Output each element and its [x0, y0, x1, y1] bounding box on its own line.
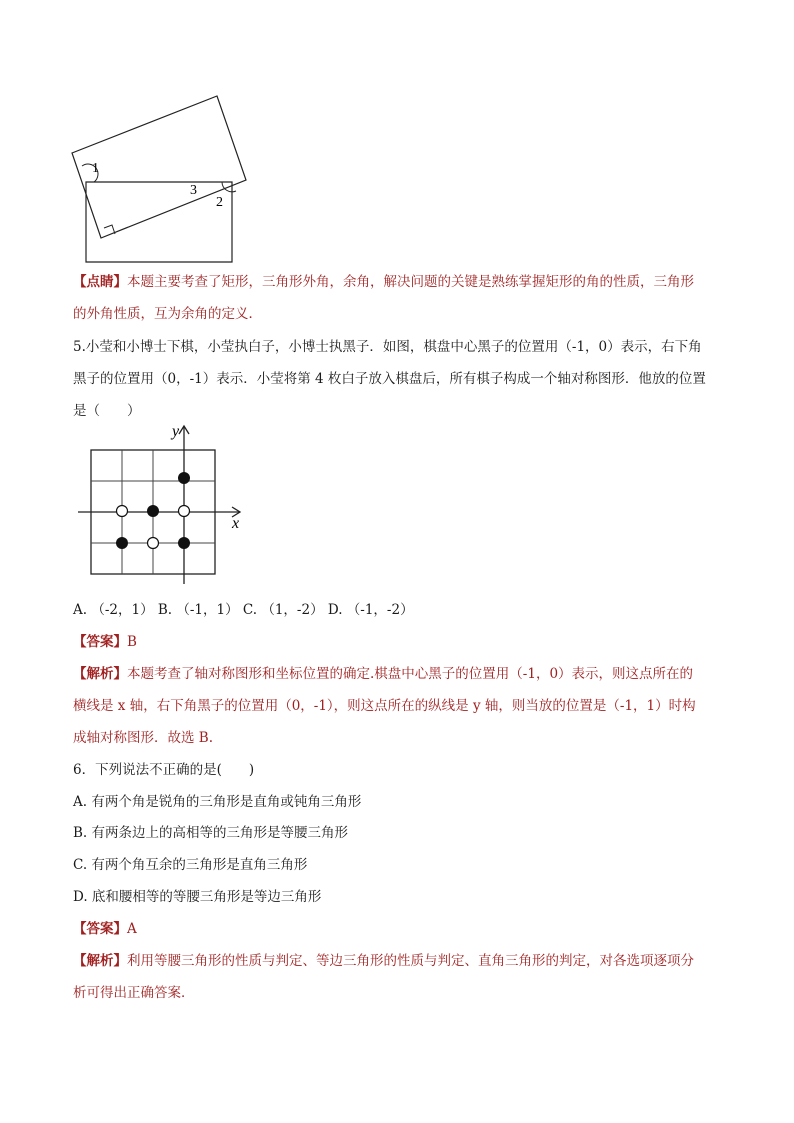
y-axis-label: y: [172, 423, 180, 440]
q5-stem-line2: 黑子的位置用（0，-1）表示．小莹将第 4 枚白子放入棋盘后，所有棋子构成一个轴对称图形．他放的位置: [73, 371, 706, 387]
q6-option-a: A. 有两个角是锐角的三角形是直角或钝角三角形: [73, 794, 362, 810]
q6-option-c: C. 有两个角互余的三角形是直角三角形: [73, 857, 308, 873]
q6-option-d: D. 底和腰相等的等腰三角形是等边三角形: [73, 889, 322, 905]
q4-comment-line2: 的外角性质，互为余角的定义．: [73, 306, 262, 322]
angle1-label: 1: [92, 161, 99, 176]
angle2-label: 2: [216, 195, 223, 210]
chessboard-figure: [74, 420, 254, 584]
q6-analysis-line1: [73, 951, 733, 971]
rectangle-figure: [60, 88, 260, 268]
q5-stem-line1: 5.小莹和小博士下棋，小莹执白子，小博士执黑子．如图，棋盘中心黑子的位置用（-1，0）表示，右下角: [73, 339, 702, 355]
x-axis-label: x: [232, 515, 240, 532]
q5-options: A. （-2，1） B. （-1，1） C. （1，-2） D. （-1，-2）: [73, 602, 414, 618]
q6-analysis-line2: 析可得出正确答案．: [73, 985, 195, 1001]
q6-option-b: B. 有两条边上的高相等的三角形是等腰三角形: [73, 825, 349, 841]
answer-tag: 【答案】: [73, 634, 127, 650]
black-stone: [147, 505, 159, 517]
q5-analysis-line2: 横线是 x 轴，右下角黑子的位置用（0，-1），则这点所在的纵线是 y 轴，则当放的位置是（-1，1）时构: [73, 698, 696, 714]
white-stone: [148, 538, 159, 549]
black-stone: [178, 537, 190, 549]
analysis-text: 利用等腰三角形的性质与判定、等边三角形的性质与判定、直角三角形的判定，对各选项逐项分: [127, 953, 694, 969]
q5-analysis-line3: 成轴对称图形．故选 B.: [73, 730, 214, 746]
answer-value: A: [127, 921, 137, 937]
analysis-text: 本题考查了轴对称图形和坐标位置的确定.棋盘中心黑子的位置用（-1，0）表示，则这点所在的: [127, 666, 694, 682]
black-stone: [116, 537, 128, 549]
comment-text: 本题主要考查了矩形，三角形外角，余角，解决问题的关键是熟练掌握矩形的角的性质，三角形: [127, 274, 694, 290]
q6-stem: 6．下列说法不正确的是( ): [73, 762, 255, 778]
angle3-label: 3: [190, 183, 197, 198]
analysis-tag: 【解析】: [73, 666, 127, 682]
answer-value: B: [127, 634, 137, 650]
analysis-tag: 【解析】: [73, 953, 127, 969]
answer-tag: 【答案】: [73, 921, 127, 937]
comment-tag: 【点睛】: [73, 274, 127, 290]
q4-comment-line1: [73, 272, 733, 292]
q5-analysis-line1: [73, 664, 733, 684]
q6-answer: [73, 919, 733, 939]
q5-answer: [73, 632, 733, 652]
q5-stem-line3: 是（ ）: [73, 403, 141, 419]
white-stone: [117, 506, 128, 517]
white-stone: [179, 506, 190, 517]
black-stone: [178, 472, 190, 484]
